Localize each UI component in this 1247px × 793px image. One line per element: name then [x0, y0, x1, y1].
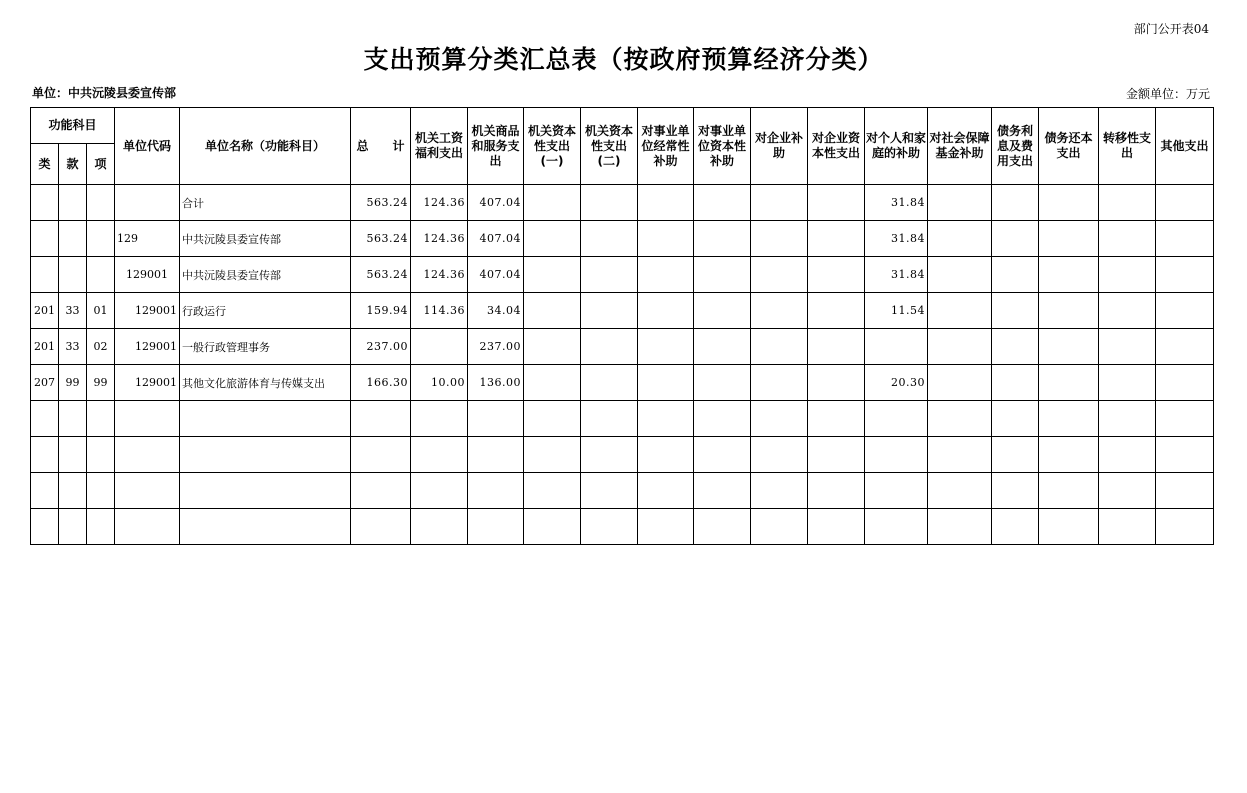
- cell-code: [115, 185, 180, 221]
- table-row: [31, 257, 1214, 293]
- header-c14: 其他支出: [1156, 108, 1214, 185]
- page-title: 支出预算分类汇总表（按政府预算经济分类）: [363, 45, 884, 74]
- cell-c9: 11.54: [865, 293, 928, 329]
- cell-c2: 237.00: [468, 329, 524, 365]
- cell-c11: [992, 365, 1039, 401]
- cell-c13: [1099, 221, 1156, 257]
- cell-c10: [928, 329, 992, 365]
- cell-c7: [751, 185, 808, 221]
- header-c7: 对企业补助: [751, 108, 808, 185]
- budget-table: [30, 107, 1214, 545]
- cell-c2: 407.04: [468, 221, 524, 257]
- cell-total: 563.24: [351, 257, 411, 293]
- cell-c10: [928, 365, 992, 401]
- form-tag: 部门公开表04: [1133, 22, 1209, 36]
- cell-c9: [865, 329, 928, 365]
- cell-c13: [1099, 293, 1156, 329]
- empty-row: [31, 437, 1214, 473]
- cell-total: 159.94: [351, 293, 411, 329]
- cell-c3: [524, 365, 581, 401]
- cell-lei: 201: [31, 329, 59, 365]
- cell-c11: [992, 293, 1039, 329]
- cell-c1: 124.36: [411, 221, 468, 257]
- empty-row: [31, 509, 1214, 545]
- cell-c4: [581, 257, 638, 293]
- cell-c6: [694, 257, 751, 293]
- cell-c10: [928, 185, 992, 221]
- cell-c9: 31.84: [865, 221, 928, 257]
- cell-c5: [638, 221, 694, 257]
- header-total: 总 计: [351, 108, 411, 185]
- table-row: [31, 185, 1214, 221]
- cell-c7: [751, 365, 808, 401]
- header-unit-name: 单位名称（功能科目）: [180, 108, 351, 185]
- cell-total: 237.00: [351, 329, 411, 365]
- cell-c3: [524, 257, 581, 293]
- cell-name: 行政运行: [180, 293, 351, 329]
- cell-c10: [928, 293, 992, 329]
- cell-c8: [808, 293, 865, 329]
- cell-c7: [751, 329, 808, 365]
- header-kuan: 款: [59, 144, 87, 185]
- cell-c12: [1039, 221, 1099, 257]
- cell-c4: [581, 329, 638, 365]
- cell-c2: 407.04: [468, 185, 524, 221]
- cell-xiang: [87, 257, 115, 293]
- cell-lei: [31, 221, 59, 257]
- cell-kuan: 33: [59, 293, 87, 329]
- cell-code: 129001: [115, 293, 180, 329]
- cell-c4: [581, 365, 638, 401]
- table-row: [31, 293, 1214, 329]
- header-c9: 对个人和家庭的补助: [865, 108, 928, 185]
- cell-c7: [751, 221, 808, 257]
- cell-c6: [694, 185, 751, 221]
- empty-row: [31, 473, 1214, 509]
- cell-kuan: 99: [59, 365, 87, 401]
- cell-c5: [638, 365, 694, 401]
- cell-c9: 31.84: [865, 257, 928, 293]
- unit-label: 单位：中共沅陵县委宣传部: [32, 86, 177, 100]
- cell-c3: [524, 293, 581, 329]
- cell-c5: [638, 185, 694, 221]
- cell-code: 129: [115, 221, 180, 257]
- cell-xiang: 02: [87, 329, 115, 365]
- cell-total: 563.24: [351, 185, 411, 221]
- cell-c4: [581, 293, 638, 329]
- cell-c9: 20.30: [865, 365, 928, 401]
- header-c11: 债务利息及费用支出: [992, 108, 1039, 185]
- cell-c1: [411, 329, 468, 365]
- cell-c1: 124.36: [411, 257, 468, 293]
- cell-c6: [694, 293, 751, 329]
- cell-c4: [581, 221, 638, 257]
- cell-c8: [808, 185, 865, 221]
- table-row: [31, 365, 1214, 401]
- header-unit-code: 单位代码: [115, 108, 180, 185]
- cell-c2: 34.04: [468, 293, 524, 329]
- cell-c3: [524, 329, 581, 365]
- cell-name: 其他文化旅游体育与传媒支出: [180, 365, 351, 401]
- cell-c5: [638, 329, 694, 365]
- cell-c13: [1099, 365, 1156, 401]
- cell-kuan: 33: [59, 329, 87, 365]
- cell-c14: [1156, 185, 1214, 221]
- cell-xiang: [87, 185, 115, 221]
- cell-c4: [581, 185, 638, 221]
- cell-c14: [1156, 329, 1214, 365]
- cell-c12: [1039, 293, 1099, 329]
- cell-code: 129001: [115, 257, 180, 293]
- cell-c12: [1039, 365, 1099, 401]
- header-xiang: 项: [87, 144, 115, 185]
- cell-c1: 10.00: [411, 365, 468, 401]
- cell-lei: [31, 257, 59, 293]
- cell-c1: 124.36: [411, 185, 468, 221]
- table-row: [31, 329, 1214, 365]
- empty-row: [31, 401, 1214, 437]
- cell-c2: 136.00: [468, 365, 524, 401]
- header-c4: 机关资本性支出(二): [581, 108, 638, 185]
- table-row: [31, 221, 1214, 257]
- cell-c5: [638, 257, 694, 293]
- cell-c8: [808, 221, 865, 257]
- cell-c3: [524, 185, 581, 221]
- cell-kuan: [59, 185, 87, 221]
- cell-c12: [1039, 257, 1099, 293]
- cell-name: 中共沅陵县委宣传部: [180, 221, 351, 257]
- cell-c5: [638, 293, 694, 329]
- cell-c12: [1039, 329, 1099, 365]
- cell-xiang: [87, 221, 115, 257]
- cell-name: 中共沅陵县委宣传部: [180, 257, 351, 293]
- header-c5: 对事业单位经常性补助: [638, 108, 694, 185]
- header-c6: 对事业单位资本性补助: [694, 108, 751, 185]
- cell-c10: [928, 257, 992, 293]
- cell-c8: [808, 329, 865, 365]
- cell-kuan: [59, 257, 87, 293]
- header-c13: 转移性支出: [1099, 108, 1156, 185]
- cell-lei: 201: [31, 293, 59, 329]
- cell-name: 一般行政管理事务: [180, 329, 351, 365]
- cell-total: 166.30: [351, 365, 411, 401]
- cell-c13: [1099, 329, 1156, 365]
- header-func-group: 功能科目: [31, 108, 115, 144]
- cell-c10: [928, 221, 992, 257]
- cell-code: 129001: [115, 365, 180, 401]
- cell-c13: [1099, 185, 1156, 221]
- cell-c13: [1099, 257, 1156, 293]
- header-c10: 对社会保障基金补助: [928, 108, 992, 185]
- cell-c11: [992, 185, 1039, 221]
- cell-c6: [694, 329, 751, 365]
- cell-c7: [751, 293, 808, 329]
- cell-c6: [694, 365, 751, 401]
- cell-c8: [808, 257, 865, 293]
- cell-total: 563.24: [351, 221, 411, 257]
- cell-lei: [31, 185, 59, 221]
- cell-kuan: [59, 221, 87, 257]
- cell-c14: [1156, 257, 1214, 293]
- cell-c14: [1156, 293, 1214, 329]
- cell-c2: 407.04: [468, 257, 524, 293]
- cell-c11: [992, 221, 1039, 257]
- cell-c6: [694, 221, 751, 257]
- cell-c1: 114.36: [411, 293, 468, 329]
- cell-c11: [992, 257, 1039, 293]
- cell-c9: 31.84: [865, 185, 928, 221]
- cell-lei: 207: [31, 365, 59, 401]
- money-unit-label: 金额单位：万元: [1125, 87, 1210, 101]
- cell-xiang: 99: [87, 365, 115, 401]
- cell-name: 合计: [180, 185, 351, 221]
- cell-c8: [808, 365, 865, 401]
- cell-c11: [992, 329, 1039, 365]
- cell-c14: [1156, 221, 1214, 257]
- header-c1: 机关工资福利支出: [411, 108, 468, 185]
- cell-code: 129001: [115, 329, 180, 365]
- cell-c14: [1156, 365, 1214, 401]
- header-c3: 机关资本性支出(一): [524, 108, 581, 185]
- cell-c7: [751, 257, 808, 293]
- cell-c3: [524, 221, 581, 257]
- header-c2: 机关商品和服务支出: [468, 108, 524, 185]
- header-c8: 对企业资本性支出: [808, 108, 865, 185]
- header-lei: 类: [31, 144, 59, 185]
- cell-xiang: 01: [87, 293, 115, 329]
- cell-c12: [1039, 185, 1099, 221]
- header-c12: 债务还本支出: [1039, 108, 1099, 185]
